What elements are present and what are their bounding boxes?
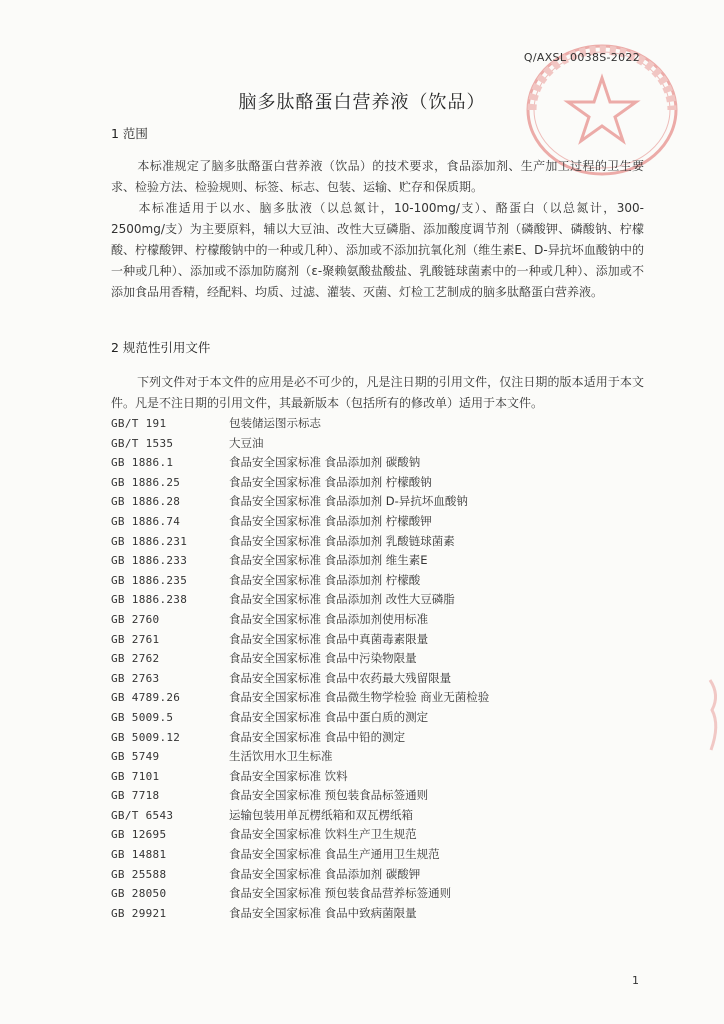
reference-code: GB 2760 [111,612,160,626]
reference-row [111,708,651,728]
reference-code: GB 2761 [111,632,160,646]
reference-row [111,473,651,493]
reference-row [111,512,651,532]
reference-code: GB 1886.235 [111,573,188,587]
reference-row [111,610,651,630]
reference-code: GB 12695 [111,828,167,842]
reference-title: 食品安全国家标准 饮料生产卫生规范 [229,827,417,842]
reference-title: 食品安全国家标准 食品添加剂 柠檬酸钠 [229,474,432,489]
reference-title: 食品安全国家标准 饮料 [229,768,348,783]
scope-paragraph-1 [111,156,644,198]
reference-code: GB/T 6543 [111,808,174,822]
reference-title: 食品安全国家标准 食品中蛋白质的测定 [229,709,429,724]
reference-title: 食品安全国家标准 食品中铅的测定 [229,729,406,744]
reference-code: GB 29921 [111,906,167,920]
reference-row [111,806,651,826]
reference-title: 食品安全国家标准 食品中农药最大残留限量 [229,670,452,685]
reference-row [111,865,651,885]
reference-title: 食品安全国家标准 食品添加剂使用标准 [229,611,429,626]
reference-row [111,904,651,924]
reference-row [111,786,651,806]
normative-intro-text: 下列文件对于本文件的应用是必不可少的，凡是注日期的引用文件，仅注日期的版本适用于本文件。凡是不注日期的引用文件，其最新版本（包括所有的修改单）适用于本文件。 [111,375,644,410]
reference-code: GB 1886.28 [111,495,181,509]
reference-code: GB 5009.12 [111,730,181,744]
document-code: Q/AXSL 0038S-2022 [523,51,640,64]
reference-row [111,453,651,473]
reference-row [111,669,651,689]
reference-code: GB 1886.74 [111,514,181,528]
reference-code: GB 25588 [111,867,167,881]
reference-row [111,688,651,708]
reference-title: 包装储运图示标志 [229,416,321,430]
reference-title: 食品安全国家标准 食品中污染物限量 [229,651,417,666]
reference-code: GB 2762 [111,652,160,666]
reference-title: 食品安全国家标准 食品添加剂 柠檬酸钾 [229,513,432,528]
reference-row [111,747,651,767]
reference-title: 食品安全国家标准 食品添加剂 改性大豆磷脂 [229,592,455,607]
scope-paragraph-1-text: 本标准规定了脑多肽酪蛋白营养液（饮品）的技术要求，食品添加剂、生产加工过程的卫生要求、检验方法、检验规则、标签、标志、包装、运输、贮存和保质期。 [111,159,644,194]
reference-list [111,414,651,923]
reference-code: GB 1886.238 [111,593,188,607]
reference-code: GB 28050 [111,887,167,901]
reference-title: 食品安全国家标准 食品添加剂 碳酸钠 [229,455,421,470]
reference-code: GB 14881 [111,848,167,862]
reference-title: 食品安全国家标准 食品添加剂 碳酸钾 [229,866,421,881]
reference-row [111,551,651,571]
reference-code: GB/T 191 [111,417,167,430]
reference-title: 食品安全国家标准 食品生产通用卫生规范 [229,847,440,862]
reference-title: 食品安全国家标准 预包装食品营养标签通则 [229,886,452,901]
reference-title: 食品安全国家标准 食品中真菌毒素限量 [229,631,429,646]
reference-row [111,492,651,512]
reference-title: 食品安全国家标准 食品添加剂 柠檬酸 [229,572,421,587]
reference-title: 运输包装用单瓦楞纸箱和双瓦楞纸箱 [229,807,413,822]
reference-title: 食品安全国家标准 食品添加剂 D-异抗坏血酸钠 [229,494,468,509]
edge-seal-fragment-icon [706,675,724,755]
reference-title: 食品安全国家标准 食品添加剂 维生素E [229,553,428,568]
reference-row [111,571,651,591]
reference-title: 食品安全国家标准 食品微生物学检验 商业无菌检验 [229,690,490,705]
reference-row [111,767,651,787]
reference-row [111,532,651,552]
reference-code: GB 1886.1 [111,456,174,470]
reference-code: GB 5009.5 [111,710,174,724]
page-number: 1 [632,974,639,987]
reference-code: GB 1886.233 [111,554,188,568]
reference-code: GB 5749 [111,750,160,764]
reference-row [111,845,651,865]
scope-paragraph-2-text: 本标准适用于以水、脑多肽液（以总氮计，10-100mg/支）、酪蛋白（以总氮计，300-2500mg/支）为主要原料，辅以大豆油、改性大豆磷脂、添加酸度调节剂（磷酸钾、磷酸钠、柠檬酸、柠檬酸钾、柠檬酸钠中的一种或几种）、添加或不添加抗氧化剂（维生素E、D-异抗坏血酸钠中的一种或几种）、添加或不添加防腐剂（ε-聚赖氨酸盐酸盐、乳酸链球菌素中的一种或几种）、添加或不添加食品用香精，经配料、均质、过滤、灌装、灭菌、灯检工艺制成的脑多肽酪蛋白营养液。 [111,201,644,299]
reference-row [111,434,651,454]
reference-title: 食品安全国家标准 预包装食品标签通则 [229,788,429,803]
section-heading-scope: 1 范围 [111,126,148,141]
reference-title: 食品安全国家标准 食品中致病菌限量 [229,905,417,920]
reference-row [111,414,651,434]
document-title: 脑多肽酪蛋白营养液（饮品） [238,92,486,113]
reference-row [111,728,651,748]
reference-row [111,825,651,845]
section-heading-normative: 2 规范性引用文件 [111,340,211,355]
reference-row [111,649,651,669]
reference-row [111,884,651,904]
reference-title: 生活饮用水卫生标准 [229,749,333,764]
reference-code: GB 4789.26 [111,691,181,705]
reference-code: GB 7718 [111,789,160,803]
scope-paragraph-2 [111,198,644,303]
normative-intro [111,372,644,414]
reference-code: GB/T 1535 [111,436,174,450]
reference-row [111,590,651,610]
reference-code: GB 7101 [111,769,160,783]
reference-code: GB 1886.231 [111,534,188,548]
reference-title: 大豆油 [229,435,264,450]
reference-code: GB 2763 [111,671,160,685]
reference-row [111,630,651,650]
reference-title: 食品安全国家标准 食品添加剂 乳酸链球菌素 [229,533,455,548]
reference-code: GB 1886.25 [111,475,181,489]
